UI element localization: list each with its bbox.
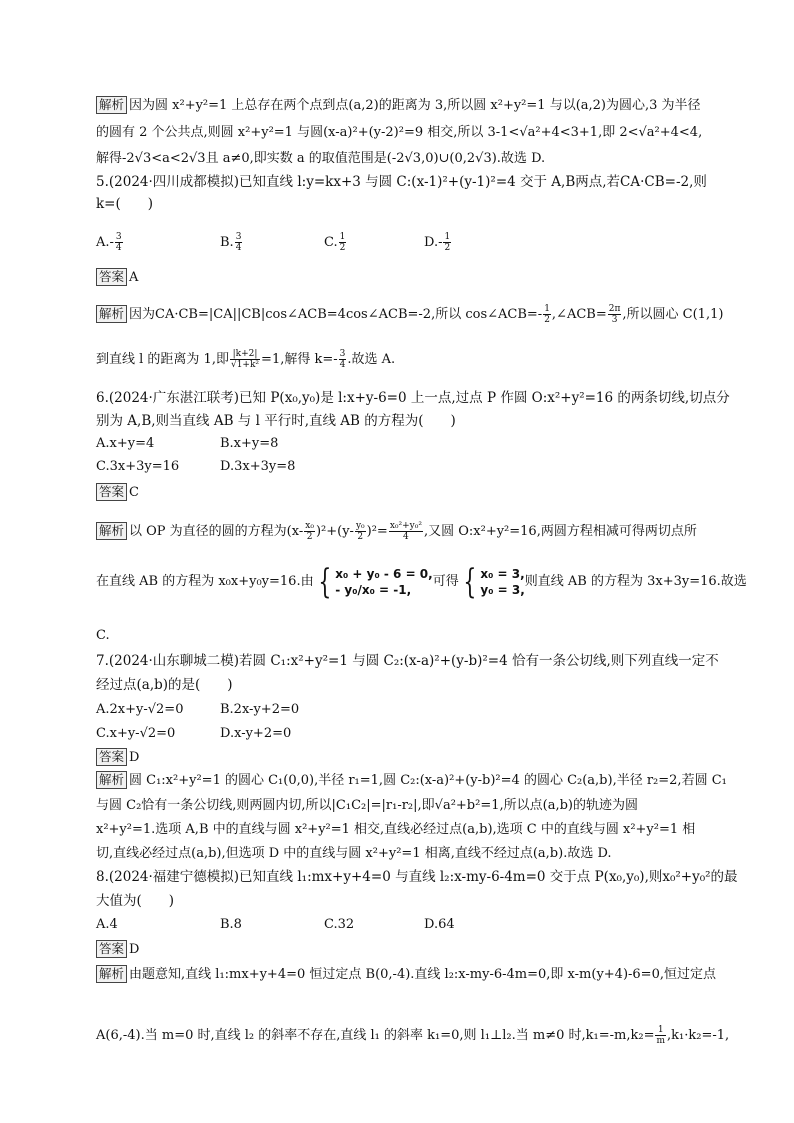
analysis-tag: 解析 [96,771,127,789]
q4-analysis-line-2: 的圆有 2 个公共点,则圆 x²+y²=1 与圆(x-a)²+(y-2)²=9 相交,所以 3-1<√a²+4<3+1,即 2<√a²+4<4, [96,125,703,140]
fraction: $\frac{\text{x₀²+y₀²}}{4}$ [389,521,422,542]
q5-option-a: A.- $\frac{3}{4}$ [96,232,122,253]
q6-option-c: C.3x+3y=16 [96,459,180,474]
brace-icon: { [317,561,331,602]
fraction: $\frac{1}{m}$ [656,1025,666,1046]
fraction: $\frac{1}{2}$ [544,304,550,325]
answer-tag: 答案 [96,268,127,286]
fraction: $\frac{3}{4}$ [115,232,122,253]
fraction: $\frac{|k+2|}{\text{√1+k²}}$ [230,349,260,370]
q6-analysis-line-2: 在直线 AB 的方程为 x₀x+y₀y=16.由 { x₀ + y₀ - 6 = 0, - y₀/x₀ = -1, 可得 { x₀ = 3, y₀ = 3, 则直线 AB 的方程为 3x+3y=16.故选 [96,561,747,602]
q7-analysis-line-4: 切,直线必经过点(a,b),但选项 D 中的直线与圆 x²+y²=1 相离,直线不经过点(a,b).故选 D. [96,846,612,861]
fraction: $\frac{3}{4}$ [235,232,242,253]
q5-answer-value: A [129,270,139,285]
fraction: $\frac{2\pi}{3}$ [608,304,621,325]
q8-option-a: A.4 [96,917,118,932]
q5-answer-line [96,268,138,287]
brace-icon: { [463,561,477,602]
q4-analysis-line-1: 解析 因为圆 x²+y²=1 上总存在两个点到点(a,2)的距离为 3,所以圆 x²+y²=1 与以(a,2)为圆心,3 为半径 [96,96,701,115]
q7-analysis-line-1: 解析 圆 C₁:x²+y²=1 的圆心 C₁(0,0),半径 r₁=1,圆 C₂:(x-a)²+(y-b)²=4 的圆心 C₂(a,b),半径 r₂=2,若圆 C₁ [96,771,727,790]
analysis-tag: 解析 [96,96,127,114]
q8-answer-line [96,940,139,959]
q7-option-a: A.2x+y-√2=0 [96,702,184,717]
q8-analysis-line-2: A(6,-4).当 m=0 时,直线 l₂ 的斜率不存在,直线 l₁ 的斜率 k₁=0,则 l₁⊥l₂.当 m≠0 时,k₁=-m,k₂= $\frac{1}{m}$ ,k₁·k₂=-1, [96,1025,730,1046]
q7-option-c: C.x+y-√2=0 [96,726,176,741]
q5-analysis-line-1: 解析 因为CA·CB=|CA||CB|cos∠ACB=4cos∠ACB=-2,所以 cos∠ACB=- $\frac{1}{2}$ ,∠ACB= $\frac{2\pi}{3}$ ,所以圆心 C(1,1) [96,304,723,325]
q6-answer-value: C [129,485,139,500]
answer-tag: 答案 [96,748,127,766]
q6-analysis-line-3: C. [96,628,110,643]
q6-option-a: A.x+y=4 [96,436,155,451]
q7-answer-value: D [129,750,140,765]
q8-option-b: B.8 [220,917,242,932]
q5-stem-line-2: k=( ) [96,196,154,212]
q7-answer-line [96,748,139,767]
q5-option-b: B. $\frac{3}{4}$ [220,232,242,253]
q5-analysis-line-2: 到直线 l 的距离为 1,即 $\frac{|k+2|}{\text{√1+k²}}$ =1,解得 k=- $\frac{3}{4}$ .故选 A. [96,349,396,370]
q8-stem-line-2: 大值为( ) [96,893,175,909]
q6-option-b: B.x+y=8 [220,436,279,451]
q6-analysis-line-1: 解析 以 OP 为直径的圆的方程为(x- $\frac{\text{x₀}}{2}$ )²+(y- $\frac{\text{y₀}}{2}$ )²= $\frac{\text{x₀²+y₀²}}{4}$ ,又圆 O:x²+y²=16,两圆方程相减可得两切点所 [96,521,697,542]
analysis-tag: 解析 [96,522,127,540]
q8-option-c: C.32 [324,917,355,932]
analysis-tag: 解析 [96,965,127,983]
analysis-tag: 解析 [96,305,127,323]
q8-option-d: D.64 [424,917,455,932]
q7-stem-line-1: 7.(2024·山东聊城二模)若圆 C₁:x²+y²=1 与圆 C₂:(x-a)²+(y-b)²=4 恰有一条公切线,则下列直线一定不 [96,653,719,669]
q7-option-b: B.2x-y+2=0 [220,702,300,717]
q5-stem-line-1: 5.(2024·四川成都模拟)已知直线 l:y=kx+3 与圆 C:(x-1)²+(y-1)²=4 交于 A,B两点,若CA·CB=-2,则 [96,174,707,190]
q5-option-c: C. $\frac{1}{2}$ [324,232,346,253]
q6-stem-line-1: 6.(2024·广东湛江联考)已知 P(x₀,y₀)是 l:x+y-6=0 上一点,过点 P 作圆 O:x²+y²=16 的两条切线,切点分 [96,390,730,406]
q5-option-d: D.- $\frac{1}{2}$ [424,232,451,253]
fraction: $\frac{1}{2}$ [339,232,346,253]
q8-stem-line-1: 8.(2024·福建宁德模拟)已知直线 l₁:mx+y+4=0 与直线 l₂:x-my-6-4m=0 交于点 P(x₀,y₀),则x₀²+y₀²的最 [96,869,738,885]
q7-option-d: D.x-y+2=0 [220,726,292,741]
fraction: $\frac{3}{4}$ [339,349,346,370]
answer-tag: 答案 [96,483,127,501]
q8-answer-value: D [129,942,140,957]
fraction: $\frac{1}{2}$ [444,232,451,253]
q6-answer-line [96,483,139,502]
fraction: $\frac{\text{y₀}}{2}$ [355,521,365,542]
q7-stem-line-2: 经过点(a,b)的是( ) [96,677,233,693]
equation-system: x₀ + y₀ - 6 = 0, - y₀/x₀ = -1, [335,566,433,597]
q8-analysis-line-1: 解析 由题意知,直线 l₁:mx+y+4=0 恒过定点 B(0,-4).直线 l₂:x-my-6-4m=0,即 x-m(y+4)-6=0,恒过定点 [96,965,716,984]
q6-stem-line-2: 别为 A,B,则当直线 AB 与 l 平行时,直线 AB 的方程为( ) [96,413,456,429]
q4-analysis-line-3: 解得-2√3<a<2√3且 a≠0,即实数 a 的取值范围是(-2√3,0)∪(0,2√3).故选 D. [96,151,546,166]
answer-tag: 答案 [96,940,127,958]
q6-option-d: D.3x+3y=8 [220,459,296,474]
fraction: $\frac{\text{x₀}}{2}$ [305,521,314,542]
q7-analysis-line-3: x²+y²=1.选项 A,B 中的直线与圆 x²+y²=1 相交,直线必经过点(a,b),选项 C 中的直线与圆 x²+y²=1 相 [96,822,696,837]
equation-system: x₀ = 3, y₀ = 3, [480,566,525,597]
q7-analysis-line-2: 与圆 C₂恰有一条公切线,则两圆内切,所以|C₁C₂|=|r₁-r₂|,即√a²+b²=1,所以点(a,b)的轨迹为圆 [96,798,638,813]
